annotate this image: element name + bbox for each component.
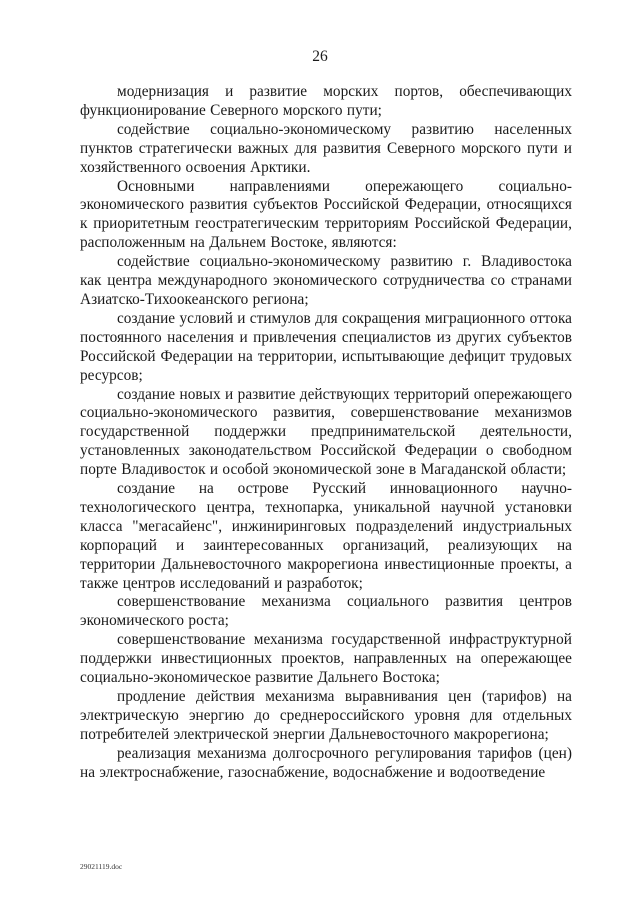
paragraph-migration-outflow: создание условий и стимулов для сокращения миграционного оттока постоянного населения и привлечения специалистов из других субъектов Российской Федерации на территории, испытывающие дефицит трудовых ресурсов; bbox=[80, 309, 572, 384]
paragraph-vladivostok-center: содействие социально-экономическому развитию г. Владивостока как центра международного экономического сотрудничества со странами Азиатско-Тихоокеанского региона; bbox=[80, 253, 572, 308]
footer-filename: 29021119.doc bbox=[80, 862, 123, 871]
page-number: 26 bbox=[312, 48, 328, 65]
paragraph-electricity-price-equalization: продление действия механизма выравнивания цен (тарифов) на электрическую энергию до среднероссийского уровня для отдельных потребителей электрической энергии Дальневосточного макрорегиона; bbox=[80, 688, 572, 743]
paragraph-main-directions-intro: Основными направлениями опережающего социально-экономического развития субъектов Российской Федерации, относящихся к приоритетным геостратегическим территориям Российской Федерации, расположенным на Дальнем Востоке, являются: bbox=[80, 177, 572, 252]
paragraph-infrastructure-support: совершенствование механизма государственной инфраструктурной поддержки инвестиционных проектов, направленных на опережающее социально-экономическое развитие Дальнего Востока; bbox=[80, 631, 572, 687]
paragraph-seaports-modernization: модернизация и развитие морских портов, обеспечивающих функционирование Северного морского пути; bbox=[80, 83, 572, 119]
paragraph-russky-island-center: создание на острове Русский инновационного научно-технологического центра, технопарка, уникальной научной установки класса "мегасайенс", инжиниринговых подразделений индустриальных корпораций и заинтересованных организаций, реализующих на территории Дальневосточного макрорегиона инвестиционные проекты, а также центров исследований и разработок; bbox=[80, 480, 572, 592]
paragraph-long-term-tariff-regulation: реализация механизма долгосрочного регулирования тарифов (цен) на электроснабжение, газоснабжение, водоснабжение и водоотведение bbox=[80, 744, 572, 781]
paragraph-settlements-development: содействие социально-экономическому развитию населенных пунктов стратегически важных для развития Северного морского пути и хозяйственного освоения Арктики. bbox=[80, 120, 572, 176]
paragraph-growth-centers: совершенствование механизма социального развития центров экономического роста; bbox=[80, 593, 572, 630]
document-body bbox=[80, 83, 572, 783]
paragraph-advanced-development-territories: создание новых и развитие действующих территорий опережающего социально-экономического развития, совершенствование механизмов государственной поддержки предпринимательской деятельности, установленных законодательством Российской Федерации о свободном порте Владивосток и особой экономической зоне в Магаданской области; bbox=[80, 385, 572, 479]
